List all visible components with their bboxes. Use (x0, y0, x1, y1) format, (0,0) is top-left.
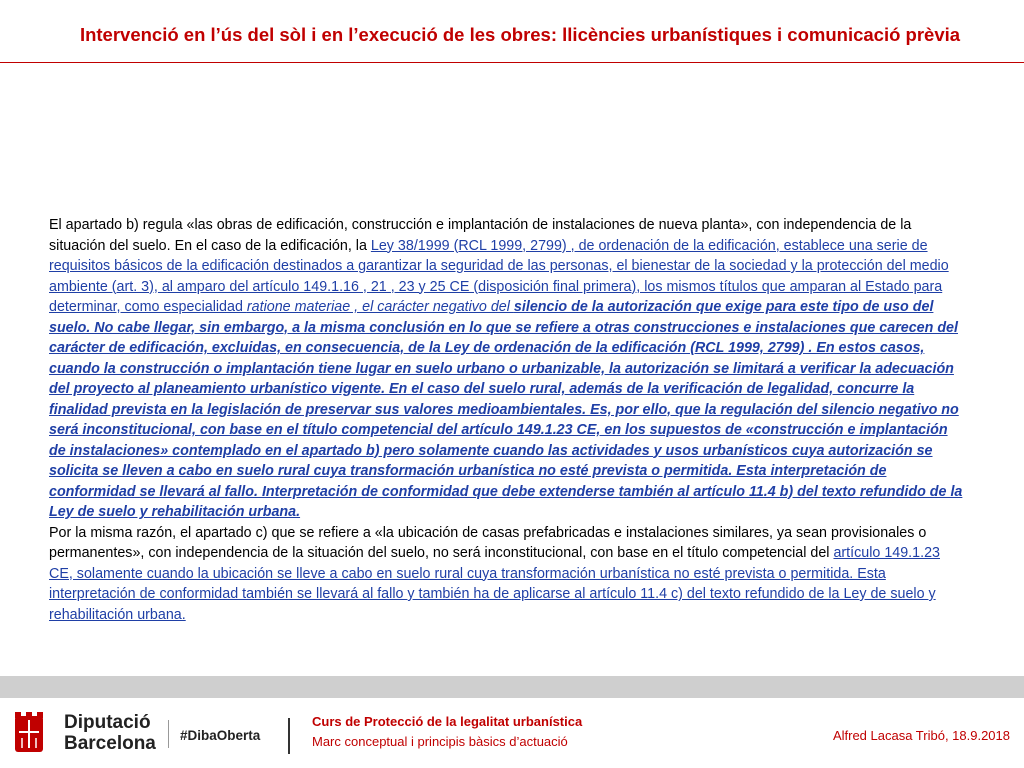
hashtag-label: #DibaOberta (180, 728, 261, 743)
diputacio-shield-icon (12, 710, 46, 756)
paragraph-1-text: El apartado b) regula «las obras de edificación, construcción e implantación de instalaciones de nueva planta», con independencia de la situación del suelo. En el caso de la edificación, la (49, 217, 912, 254)
title-divider (0, 62, 1024, 63)
diputacio-logo-text (64, 712, 156, 754)
silencio-autorizacion-link[interactable]: silencio de la autorización que exige para este tipo de uso del suelo. No cabe llegar, sin embargo, a la misma conclusión en lo que se refiere a otras construcciones e instalaciones que carecen del carácter de edificación, excluidas, en consecuencia, de la Ley de ordenación de la edificación (RCL 1999, 2799) . En estos casos, cuando la construcción o implantación tiene lugar en suelo urbano o urbanizable, la autorización se limitará a verificar la adecuación del proyecto al planeamiento urbanístico vigente. En el caso del suelo rural, además de la verificación de legalidad, concurre la finalidad prevista en la legislación de preservar sus valores medioambientales. Es, por ello, que la regulación del silencio negativo no será inconstitucional, con base en el título competencial del artículo 149.1.23 CE, en los supuestos de «construcción e implantación de instalaciones» contemplado en el apartado b) pero solamente cuando las actividades y usos urbanísticos cuya autorización se solicita se lleven a cabo en suelo rural cuya transformación urbanística no esté prevista o permitida. Esta interpretación de conformidad se llevará al fallo. Interpretación de conformidad que debe extenderse también al artículo 11.4 b) del texto refundido de la Ley de suelo y rehabilitación urbana. (49, 299, 963, 520)
logo-divider (168, 720, 169, 748)
paragraph-1 (49, 215, 967, 523)
article-149-link[interactable]: artículo 149.1.23 CE, solamente cuando la ubicación se lleve a cabo en suelo rural cuya transformación urbanística no esté prevista o permitida. Esta interpretación de conformidad también se llevará al fallo y también ha de aplicarse al artículo 11.4 c) del texto refundido de la Ley de suelo y rehabilitación urbana. (49, 545, 940, 623)
footer (0, 698, 1024, 768)
law-reference-link[interactable]: Ley 38/1999 (RCL 1999, 2799) , de ordenación de la edificación, establece una serie de requisitos básicos de la edificación destinados a garantizar la seguridad de las personas, el bienestar de la sociedad y la protección del medio ambiente (art. 3), al amparo del artículo 149.1.16 , 21 , 23 y 25 CE (disposición final primera), los mismos títulos que amparan al Estado para determinar, como especialidad (49, 237, 949, 315)
author-date: Alfred Lacasa Tribó, 18.9.2018 (832, 728, 1010, 743)
ratione-materiae-link[interactable]: ratione materiae , el carácter negativo del (246, 299, 514, 315)
footer-band (0, 676, 1024, 698)
logo-line-1: Diputació (64, 712, 151, 733)
course-title: Curs de Protecció de la legalitat urbanística (312, 714, 583, 729)
logo-line-2: Barcelona (64, 733, 156, 754)
footer-separator (288, 718, 290, 754)
paragraph-2 (49, 523, 967, 626)
paragraph-2-text: Por la misma razón, el apartado c) que se refiere a «la ubicación de casas prefabricadas e instalaciones similares, ya sean provisionales o permanentes», con independencia de la situación del suelo, no será inconstitucional, con base en el título competencial del (49, 524, 927, 561)
slide-body (49, 215, 967, 625)
slide-title: Intervenció en l’ús del sòl i en l’execució de les obres: llicències urbanístiques i comunicació prèvia (79, 24, 961, 45)
course-subtitle: Marc conceptual i principis bàsics d’actuació (312, 734, 568, 749)
